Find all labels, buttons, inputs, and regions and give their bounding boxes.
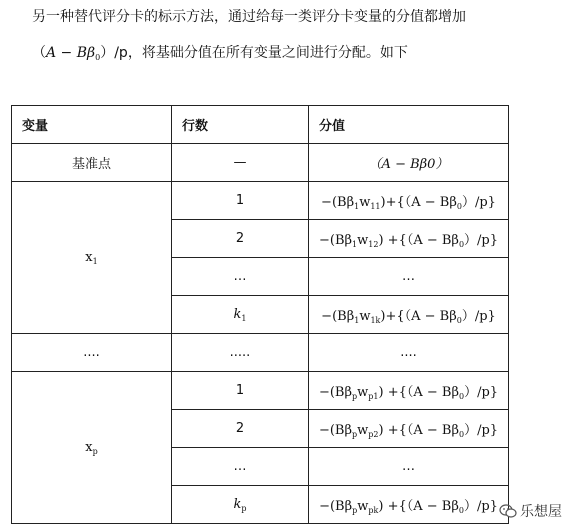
score-cell: $-(B\beta_pw_{pk}) +\{(A - B\beta_0)/p\}$ <box>309 486 509 524</box>
score-cell: $-(B\beta_1w_{11})+\{(A - B\beta_0)/p\}$ <box>309 182 509 220</box>
table-row <box>12 182 509 220</box>
header-score: 分值 <box>309 106 509 144</box>
table-row <box>12 372 509 410</box>
ellipsis-rows: ..... <box>172 334 309 372</box>
rows-cell: $k_p$ <box>172 486 309 524</box>
score-cell: $-(B\beta_1w_{12}) +\{(A - B\beta_0)/p\}$ <box>309 220 509 258</box>
rows-cell: 1 <box>172 182 309 220</box>
header-rows: 行数 <box>172 106 309 144</box>
ellipsis-score: .... <box>309 334 509 372</box>
score-cell: $-(B\beta_pw_{p1}) +\{(A - B\beta_0)/p\}$ <box>309 372 509 410</box>
base-label: 基准点 <box>12 144 172 182</box>
table-header-row <box>12 106 509 144</box>
table-row <box>12 144 509 182</box>
watermark-text: 乐想屋 <box>520 504 562 520</box>
intro-paren: （ <box>32 45 46 61</box>
wechat-icon <box>499 503 517 519</box>
rows-cell: 1 <box>172 372 309 410</box>
score-cell: $-(B\beta_pw_{p2}) +\{(A - B\beta_0)/p\}$ <box>309 410 509 448</box>
ellipsis-variable: .... <box>12 334 172 372</box>
intro-rest: ）/p，将基础分值在所有变量之间进行分配。如下 <box>100 45 408 61</box>
variable-x1: $x_1$ <box>12 182 172 334</box>
intro-formula: $A - B\beta_0$ <box>46 45 101 62</box>
base-rows: — <box>172 144 309 182</box>
rows-cell: 2 <box>172 220 309 258</box>
score-cell: … <box>309 258 509 296</box>
score-cell: $-(B\beta_1w_{1k})+\{(A - B\beta_0)/p\}$ <box>309 296 509 334</box>
rows-cell: $k_1$ <box>172 296 309 334</box>
rows-cell: … <box>172 258 309 296</box>
intro-line-2 <box>32 42 408 62</box>
base-score: （A − Bβ0） <box>309 144 509 182</box>
variable-xp: $x_p$ <box>12 372 172 524</box>
header-variable: 变量 <box>12 106 172 144</box>
score-cell: … <box>309 448 509 486</box>
watermark <box>499 501 562 521</box>
scorecard-table <box>11 105 509 524</box>
rows-cell: 2 <box>172 410 309 448</box>
table-row <box>12 334 509 372</box>
rows-cell: … <box>172 448 309 486</box>
intro-line-1: 另一种替代评分卡的标示方法，通过给每一类评分卡变量的分值都增加 <box>32 9 466 25</box>
